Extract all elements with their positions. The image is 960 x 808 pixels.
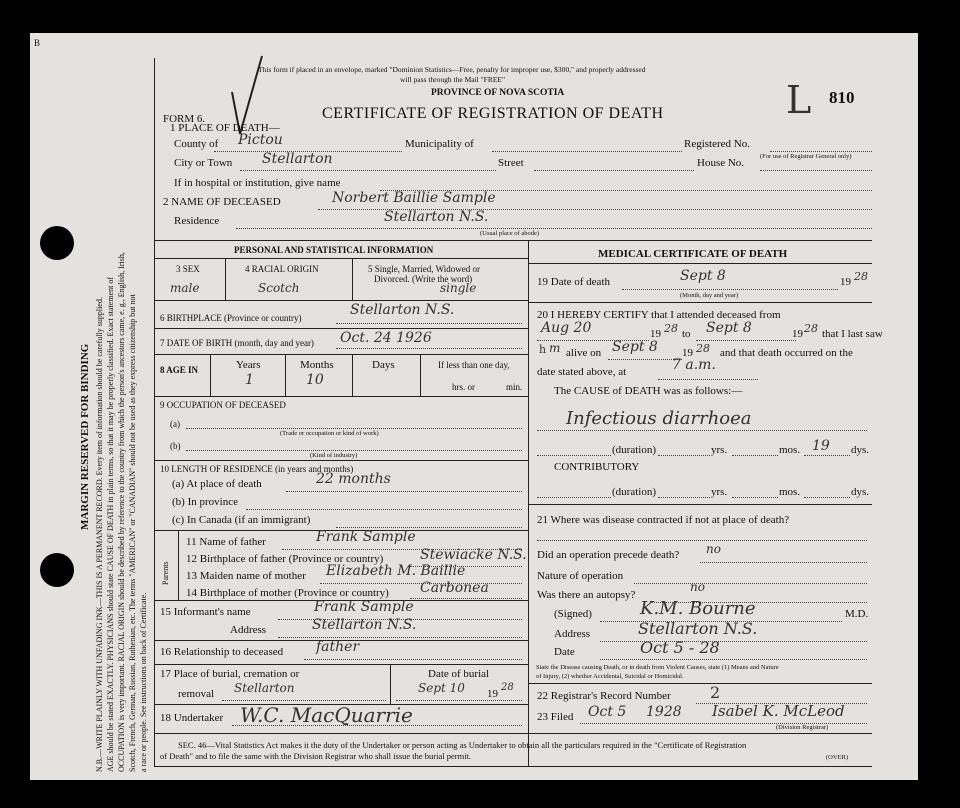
state-disease-note-1: State the Disease causing Death, or in death from Violent Causes, state (1) Means and Nature	[536, 664, 779, 671]
months-value: 10	[306, 372, 324, 388]
street-label: Street	[498, 157, 524, 169]
min-label: min.	[506, 382, 523, 392]
burial-label-2: removal	[178, 688, 215, 700]
division-registrar-note: (Division Registrar)	[776, 724, 829, 731]
md-label: M.D.	[845, 608, 869, 620]
informant-address-value: Stellarton N.S.	[312, 617, 417, 633]
city-value: Stellarton	[262, 151, 333, 167]
years-label: Years	[236, 359, 261, 371]
hospital-label: If in hospital or institution, give name	[174, 177, 341, 189]
medical-date-value: Oct 5 - 28	[640, 638, 720, 657]
registrar-signature: Isabel K. McLeod	[712, 702, 845, 720]
burial-year-value: 28	[501, 682, 514, 693]
autopsy-label: Was there an autopsy?	[537, 589, 636, 601]
marital-label-2: Divorced. (Write the word)	[374, 274, 473, 284]
medical-date-label: Date	[554, 646, 575, 658]
personal-info-heading: PERSONAL AND STATISTICAL INFORMATION	[234, 245, 434, 255]
parents-side-label: Parents	[161, 561, 170, 585]
dys-label-1: dys.	[851, 444, 870, 456]
house-no-label: House No.	[697, 157, 745, 169]
nature-of-operation-label: Nature of operation	[537, 570, 624, 582]
form-left-border	[154, 58, 155, 766]
burial-date-label: Date of burial	[428, 668, 490, 680]
burial-place-value: Stellarton	[234, 681, 295, 695]
county-label: County of	[174, 138, 219, 150]
cause-label: The CAUSE of DEATH was as follows:—	[554, 385, 743, 397]
residence-label: Residence	[174, 215, 220, 227]
informant-label: 15 Informant's name	[160, 606, 251, 618]
days-label: Days	[372, 359, 395, 371]
informant-value: Frank Sample	[314, 599, 414, 615]
municipality-label: Municipality of	[405, 138, 474, 150]
residence-length-label: 10 LENGTH OF RESIDENCE (in years and months)	[160, 464, 354, 474]
occupation-a-note: (Trade or occupation or kind of work)	[280, 430, 379, 437]
medical-address-value: Stellarton N.S.	[638, 619, 758, 638]
registrar-use-note: (For use of Registrar General only)	[760, 153, 852, 160]
filed-label: 23 Filed	[537, 711, 574, 723]
age-label: 8 AGE IN	[160, 365, 199, 375]
hrs-label: hrs. or	[452, 382, 475, 392]
sex-value: male	[170, 281, 200, 295]
months-label: Months	[300, 359, 334, 371]
occupation-b-note: (Kind of industry)	[310, 452, 358, 459]
res-c-label: (c) In Canada (if an immigrant)	[172, 514, 311, 526]
signed-label: (Signed)	[554, 608, 592, 620]
date-year-prefix: 19	[840, 276, 851, 288]
contracted-label: 21 Where was disease contracted if not at place of death?	[537, 514, 790, 526]
province-heading: PROVINCE OF NOVA SCOTIA	[431, 88, 565, 98]
burial-date-value: Sept 10	[418, 681, 465, 695]
mail-note-1: This form if placed in an envelope, marked "Dominion Statistics—Free, penalty for improper use, $300," and properly addressed	[258, 65, 646, 74]
footer-sec-1: SEC. 46—Vital Statistics Act makes it the duty of the Undertaker or person acting as Undertaker to obtain all the particulars required in the "Certificate of Registration	[178, 740, 747, 750]
attended-from-value: Aug 20	[541, 320, 592, 336]
deceased-name-label: 2 NAME OF DECEASED	[163, 196, 281, 208]
res-a-value: 22 months	[316, 471, 391, 487]
medical-address-label: Address	[554, 628, 591, 640]
dob-value: Oct. 24 1926	[340, 330, 432, 346]
hand-mark: L	[786, 78, 812, 122]
less-than-day-label: If less than one day,	[438, 360, 510, 370]
duration-label-1: (duration)	[612, 444, 656, 456]
undertaker-label: 18 Undertaker	[160, 712, 224, 724]
last-saw-label: that I last saw	[822, 328, 883, 340]
binding-margin-label: MARGIN RESERVED FOR BINDING	[79, 343, 91, 530]
years-value: 1	[245, 372, 254, 388]
registrar-record-value: 2	[710, 683, 721, 702]
alive-on-label: alive on	[566, 347, 602, 359]
sex-label: 3 SEX	[176, 264, 200, 274]
residence-value: Stellarton N.S.	[384, 209, 489, 225]
father-name-label: 11 Name of father	[186, 536, 266, 548]
autopsy-value: no	[690, 580, 705, 594]
filed-value: Oct 5	[588, 704, 627, 720]
mother-birthplace-value: Carbonea	[420, 580, 489, 596]
to-label: to	[682, 328, 691, 340]
mother-name-value: Elizabeth M. Baillie	[326, 563, 466, 579]
year-19-a: 19	[650, 328, 661, 340]
registered-no-label: Registered No.	[684, 138, 750, 150]
attended-to-value: Sept 8	[706, 320, 752, 336]
birthplace-value: Stellarton N.S.	[350, 302, 455, 318]
res-a-label: (a) At place of death	[172, 478, 262, 490]
date-of-death-value: Sept 8	[680, 268, 726, 284]
deceased-name-value: Norbert Baillie Sample	[332, 190, 496, 206]
operation-label: Did an operation precede death?	[537, 549, 680, 561]
relationship-label: 16 Relationship to deceased	[160, 646, 284, 658]
marital-label-1: 5 Single, Married, Widowed or	[368, 264, 480, 274]
marital-value: single	[440, 281, 477, 295]
informant-address-label: Address	[230, 624, 267, 636]
occupation-a-marker: (a)	[170, 419, 180, 429]
operation-value: no	[706, 542, 721, 556]
date-stated-label: date stated above, at	[537, 366, 627, 378]
county-value: Pictou	[238, 132, 283, 148]
stamp-number: 810	[829, 88, 855, 107]
racial-origin-value: Scotch	[258, 281, 300, 295]
burial-year-prefix: 19	[487, 688, 498, 700]
h-value: m	[549, 341, 561, 355]
state-disease-note-2: of Injury, (2) whether Accidental, Suicidal or Homicidal.	[536, 673, 684, 680]
h-prefix: h	[539, 343, 547, 356]
signed-value: K.M. Bourne	[640, 598, 756, 619]
city-label: City or Town	[174, 157, 233, 169]
binding-hole-bottom	[40, 553, 74, 587]
time-of-death-value: 7 a.m.	[672, 357, 716, 373]
certify-label: 20 I HEREBY CERTIFY that I attended deceased from	[537, 309, 781, 321]
certificate-title: CERTIFICATE OF REGISTRATION OF DEATH	[322, 105, 664, 122]
footer-sec-2: of Death" and to file the same with the Division Registrar who shall issue the burial permit.	[160, 751, 472, 761]
father-birthplace-label: 12 Birthplace of father (Province or country)	[186, 553, 384, 565]
date-of-death-label: 19 Date of death	[537, 276, 610, 288]
mother-birthplace-label: 14 Birthplace of mother (Province or country)	[186, 587, 389, 599]
place-of-death-label: 1 PLACE OF DEATH—	[170, 122, 280, 134]
relationship-value: father	[316, 639, 360, 655]
medical-heading: MEDICAL CERTIFICATE OF DEATH	[598, 248, 788, 260]
over-note: (OVER)	[826, 754, 849, 761]
year-19-b: 19	[792, 328, 803, 340]
corner-note: B	[34, 38, 41, 48]
cause-value: Infectious diarrhoea	[566, 408, 752, 429]
mos-label-1: mos.	[779, 444, 801, 456]
father-name-value: Frank Sample	[316, 529, 416, 545]
mother-name-label: 13 Maiden name of mother	[186, 570, 306, 582]
birthplace-label: 6 BIRTHPLACE (Province or country)	[160, 313, 302, 323]
yrs-label-1: yrs.	[711, 444, 728, 456]
year-a-value: 28	[664, 322, 678, 335]
duration-label-2: (duration)	[612, 486, 656, 498]
year-b-value: 28	[804, 322, 818, 335]
contributory-label: CONTRIBUTORY	[554, 461, 640, 473]
mos-label-2: mos.	[779, 486, 801, 498]
dys-label-2: dys.	[851, 486, 870, 498]
usual-abode-note: (Usual place of abode)	[480, 230, 540, 237]
filed-year-value: 1928	[646, 704, 682, 720]
alive-on-value: Sept 8	[612, 339, 658, 355]
form-number: FORM 6.	[163, 113, 206, 125]
racial-origin-label: 4 RACIAL ORIGIN	[245, 264, 319, 274]
mail-note-2: will pass through the Mail "FREE"	[400, 75, 506, 84]
occupation-b-marker: (b)	[170, 441, 181, 451]
registrar-record-label: 22 Registrar's Record Number	[537, 690, 671, 702]
death-occurred-label: and that death occurred on the	[720, 347, 853, 359]
alive-year-value: 28	[696, 342, 710, 355]
res-b-label: (b) In province	[172, 496, 238, 508]
undertaker-value: W.C. MacQuarrie	[240, 703, 413, 727]
yrs-label-2: yrs.	[711, 486, 728, 498]
binding-hole-top	[40, 226, 74, 260]
alive-year-prefix: 19	[682, 347, 693, 359]
father-birthplace-value: Stewiacke N.S.	[420, 547, 527, 563]
burial-label-1: 17 Place of burial, cremation or	[160, 668, 300, 680]
margin-instructions: N.B.—WRITE PLAINLY WITH UNFADING INK—THIS IS A PERMANENT RECORD. Every item of information should be carefully supplied. AGE should be stated EXACTLY. PHYSICIANS should state CAUSE OF DEATH in plain terms, so that it may be properly classified. Exact statement of OCCUPATION is very important. RACIAL ORIGIN should be described by reference to the country from which the person's ancestors came, e. g., English, Irish, Scotch, French, German, Russian, Ruthenian, etc. The terms "AMERICAN" or "CANADIAN" should not be used as they express citizenship but not a race or people. See instructions on back of Certificate.	[95, 252, 148, 772]
dob-label: 7 DATE OF BIRTH (month, day and year)	[160, 338, 314, 348]
date-year-value: 28	[854, 270, 868, 283]
occupation-label: 9 OCCUPATION OF DECEASED	[160, 400, 286, 410]
mos-value-1: 19	[812, 438, 830, 454]
month-day-year-note: (Month, day and year)	[680, 292, 739, 299]
